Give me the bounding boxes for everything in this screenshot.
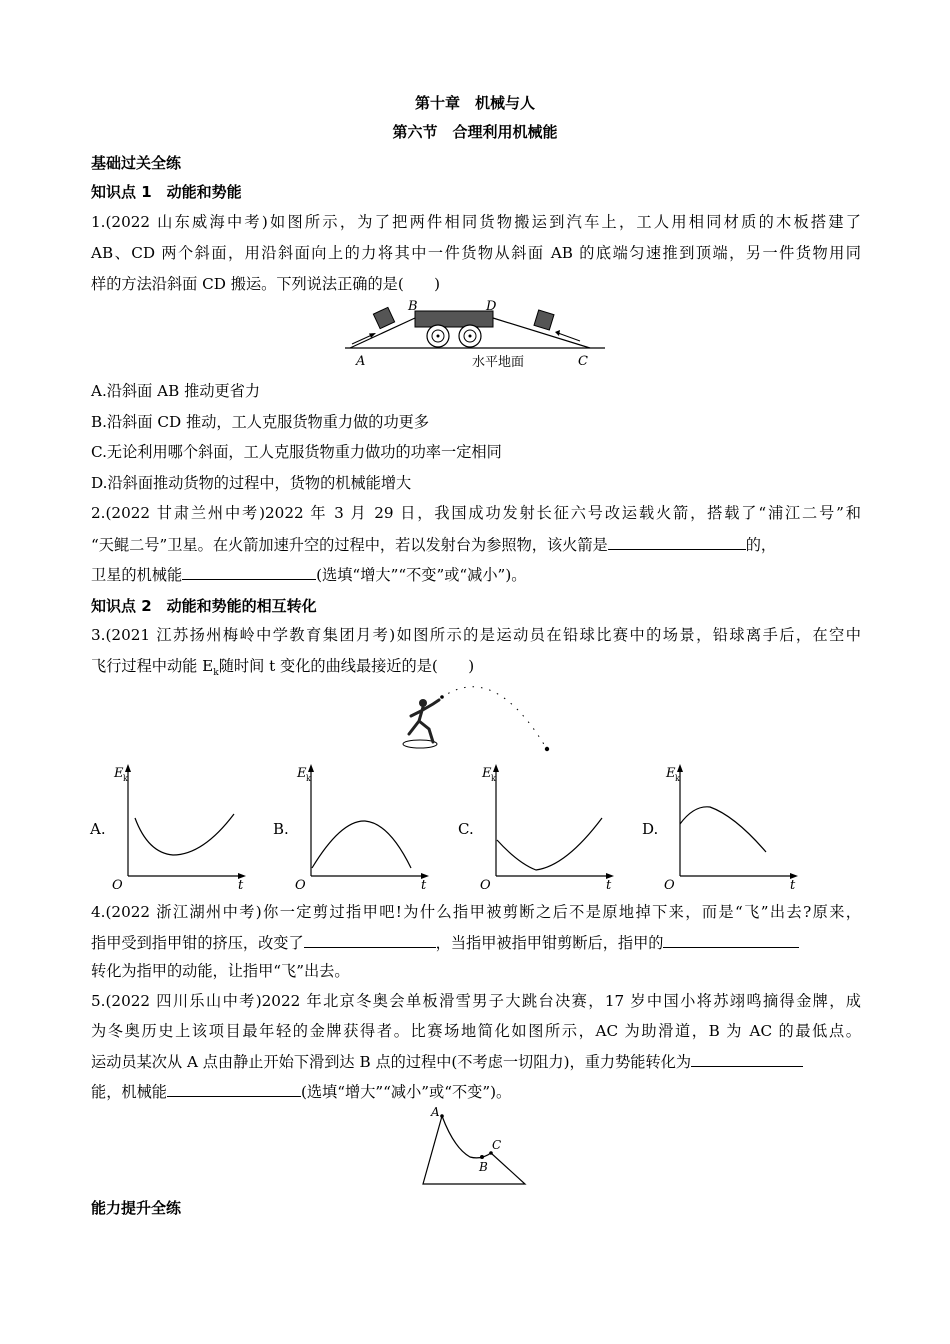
q1-option-d: D.沿斜面推动货物的过程中，货物的机械能增大 — [91, 474, 412, 492]
ground-label: 水平地面 — [472, 355, 525, 370]
q5-line-1: 5.(2022 四川乐山中考)2022 年北京冬奥会单板滑雪男子大跳台决赛，17 岁中国小将苏翊鸣摘得金牌，成 — [91, 992, 861, 1010]
graph-option-label: A. — [90, 820, 106, 838]
ek-graph-option-a — [89, 764, 246, 893]
trajectory-dotted — [441, 687, 545, 746]
y-axis-subscript: k — [123, 774, 128, 783]
origin-label: O — [295, 878, 306, 893]
chapter-title: 第十章 机械与人 — [414, 94, 535, 112]
q5-blank-2[interactable] — [167, 1081, 301, 1097]
q4-blank-1[interactable] — [304, 932, 436, 948]
q4-line-2: 指甲受到指甲钳的挤压，改变了 ，当指甲被指甲钳剪断后，指甲的 — [91, 932, 861, 953]
origin-label: O — [112, 878, 123, 893]
q2-line-2: “天鲲二号”卫星。在火箭加速升空的过程中，若以发射台为参照物，该火箭是 的， — [91, 536, 777, 554]
origin-label: O — [664, 878, 675, 893]
y-axis-subscript: k — [306, 774, 311, 783]
ek-curve — [680, 807, 766, 852]
y-axis-subscript: k — [491, 774, 496, 783]
q5-blank-1[interactable] — [691, 1051, 803, 1067]
y-axis-arrow — [125, 764, 131, 772]
label-a: A — [356, 354, 366, 369]
y-axis-arrow — [493, 764, 499, 772]
truck-bed — [415, 311, 493, 327]
q1-option-a: A.沿斜面 AB 推动更省力 — [91, 382, 261, 400]
cargo-box-cd — [534, 310, 554, 330]
origin-label: O — [480, 878, 491, 893]
q1-option-b: B.沿斜面 CD 推动，工人克服货物重力做的功更多 — [91, 413, 430, 431]
q4-line-3: 转化为指甲的动能，让指甲“飞”出去。 — [91, 962, 350, 980]
q3-line-1: 3.(2021 江苏扬州梅岭中学教育集团月考)如图所示的是运动员在铅球比赛中的场景，铅球离手后，在空中 — [91, 626, 861, 644]
shot-ball — [545, 747, 549, 751]
q4-line-1: 4.(2022 浙江湖州中考)你一定剪过指甲吧!为什么指甲被剪断之后不是原地掉下来，而是“飞”出去?原来， — [91, 903, 861, 921]
part2-heading: 能力提升全练 — [91, 1199, 182, 1217]
graph-option-label: D. — [642, 820, 659, 838]
ek-graph-option-c — [458, 764, 614, 893]
knowledge-point-1-heading: 知识点 1 动能和势能 — [91, 183, 242, 201]
q2-line-1: 2.(2022 甘肃兰州中考)2022 年 3 月 29 日，我国成功发射长征六号改运载火箭，搭载了“浦江二号”和 — [91, 504, 861, 522]
shot-put-figure — [393, 676, 563, 756]
section-title: 第六节 合理利用机械能 — [392, 123, 558, 141]
q1-line-2: AB、CD 两个斜面，用沿斜面向上的力将其中一件货物从斜面 AB 的底端匀速推到顶端，另一件货物用同 — [91, 244, 861, 262]
label-b: B — [408, 299, 418, 314]
q1-option-c: C.无论利用哪个斜面，工人克服货物重力做功的功率一定相同 — [91, 443, 502, 461]
x-axis-label: t — [421, 878, 427, 893]
label-a: A — [431, 1105, 440, 1119]
cargo-box-ab — [373, 307, 394, 328]
y-axis-label: E — [482, 766, 492, 781]
ek-curve — [497, 818, 602, 870]
x-axis-label: t — [606, 878, 612, 893]
q5-ski-jump-figure — [418, 1100, 530, 1190]
y-axis-arrow — [308, 764, 314, 772]
y-axis-arrow — [677, 764, 683, 772]
q2-line-3: 卫星的机械能 (选填“增大”“不变”或“减小”)。 — [91, 566, 527, 584]
y-axis-label: E — [666, 766, 676, 781]
q4-blank-2[interactable] — [663, 932, 799, 948]
x-axis-label: t — [790, 878, 796, 893]
knowledge-point-2-heading: 知识点 2 动能和势能的相互转化 — [91, 597, 317, 615]
q5-line-3: 运动员某次从 A 点由静止开始下滑到达 B 点的过程中(不考虑一切阻力)，重力势能转化为 — [91, 1051, 861, 1072]
ek-time-graphs — [88, 758, 823, 893]
q2-blank-2[interactable] — [182, 564, 316, 580]
q3-line-2: 飞行过程中动能 $E_k$随时间 t 变化的曲线最接近的是( ) — [91, 657, 475, 679]
ek-curve — [312, 821, 411, 868]
q1-line-1: 1.(2022 山东威海中考)如图所示，为了把两件相同货物搬运到汽车上，工人用相同材质的木板搭建了 — [91, 213, 861, 231]
graph-option-label: C. — [458, 820, 474, 838]
part1-heading: 基础过关全练 — [91, 154, 182, 172]
push-arrow-cd — [558, 333, 580, 341]
label-c: C — [492, 1138, 502, 1152]
ek-graph-option-b — [273, 764, 429, 893]
q2-blank-1[interactable] — [608, 534, 746, 550]
ek-curve — [135, 814, 234, 855]
q1-line-3: 样的方法沿斜面 CD 搬运。下列说法正确的是( ) — [91, 275, 441, 293]
label-d: D — [486, 299, 497, 314]
slope-outline — [423, 1116, 525, 1184]
y-axis-label: E — [114, 766, 124, 781]
q5-line-2: 为冬奥历史上该项目最年轻的金牌获得者。比赛场地简化如图所示，AC 为助滑道，B 为 AC 的最低点。 — [91, 1022, 861, 1040]
q1-ramp-truck-figure — [340, 296, 610, 374]
y-axis-label: E — [297, 766, 307, 781]
athlete-body-icon — [409, 700, 439, 742]
y-axis-subscript: k — [675, 774, 680, 783]
q5-line-4: 能，机械能 (选填“增大”“减小”或“不变”)。 — [91, 1083, 512, 1101]
label-b: B — [479, 1160, 488, 1174]
point-b — [480, 1155, 484, 1159]
label-c: C — [578, 354, 588, 369]
graph-option-label: B. — [273, 820, 289, 838]
x-axis-label: t — [238, 878, 244, 893]
ek-graph-option-d — [642, 764, 798, 893]
